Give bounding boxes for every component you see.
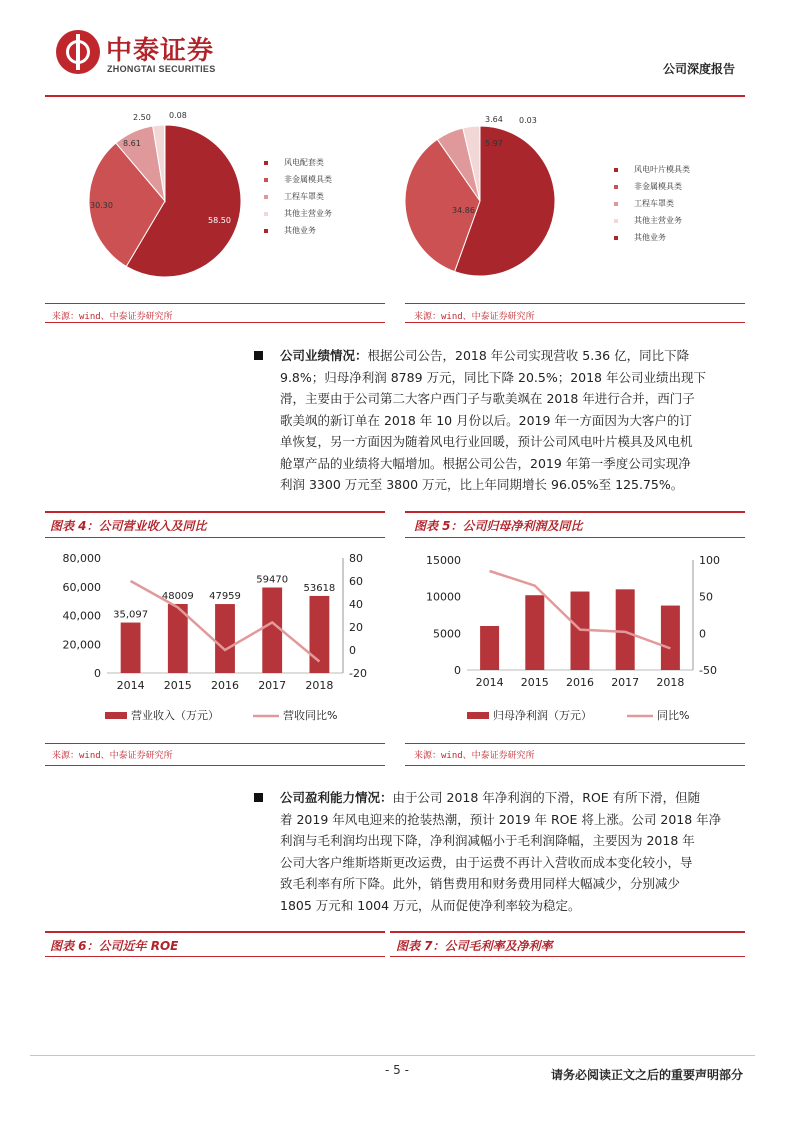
fig6-top-rule: [45, 931, 385, 933]
x-axis-tick: 2016: [566, 676, 594, 689]
pie-slice-label: 30.30: [90, 201, 113, 210]
paragraph-profitability: [280, 787, 740, 916]
legend-label: 非金属模具类: [284, 175, 332, 184]
paragraph-line: 着 2019 年风电迎来的抢装热潮，预计 2019 年 ROE 将上涨。公司 2018 年净: [280, 811, 722, 827]
pie-right-source: 来源：wind、中泰证券研究所: [414, 312, 535, 322]
bullet-icon: [254, 793, 263, 802]
company-name-en: ZHONGTAI SECURITIES: [107, 64, 216, 74]
right-axis-tick: -20: [349, 667, 367, 680]
paragraph-line: 利润 3300 万元至 3800 万元，比上年同期增长 96.05%至 125.75%。: [280, 477, 684, 492]
legend-label: 工程车罩类: [634, 199, 674, 208]
pie-right-bottom-rule: [405, 322, 745, 323]
page-number: - 5 -: [385, 1063, 409, 1077]
pie-slice-label: 2.50: [133, 113, 151, 122]
report-type: 公司深度报告: [662, 62, 735, 76]
legend-item: [264, 208, 332, 219]
paragraph-line: 9.8%；归母净利润 8789 万元，同比下降 20.5%；2018 年公司业绩出现下: [280, 369, 706, 385]
paragraph-line: 歌美飒的新订单在 2018 年 10 月份以后。2019 年一方面因为大客户的订: [280, 412, 692, 428]
x-axis-tick: 2014: [475, 676, 504, 689]
pie-slice-label: 3.64: [485, 115, 503, 124]
right-axis-tick: 80: [349, 552, 363, 565]
right-axis-tick: 60: [349, 575, 363, 588]
legend-swatch: [614, 219, 618, 223]
x-axis-tick: 2018: [656, 676, 685, 689]
pie-left-bottom-rule: [45, 322, 385, 323]
left-axis-tick: 60,000: [62, 580, 101, 594]
legend-swatch: [614, 236, 618, 240]
bar-data-label: 35,097: [113, 609, 149, 621]
paragraph-line: 利润与毛利润均出现下降，净利润减幅小于毛利润降幅，主要因为 2018 年: [280, 833, 695, 848]
pie-slice-label: 8.61: [123, 139, 141, 148]
paragraph-performance: [280, 345, 740, 496]
right-axis-tick: 0: [349, 644, 356, 657]
pie-left-legend: [264, 157, 384, 247]
pie-right-divider: [405, 303, 745, 304]
legend-swatch: [264, 178, 268, 182]
left-axis-tick: 15000: [426, 554, 461, 567]
bar: [480, 626, 499, 670]
bar: [661, 606, 680, 670]
paragraph-lead: 公司盈利能力情况：: [280, 790, 393, 805]
legend-swatch: [264, 195, 268, 199]
bar-data-label: 59470: [256, 574, 289, 586]
legend-item: [264, 191, 324, 202]
legend-label-line: 营收同比%: [283, 709, 338, 722]
right-axis-tick: 50: [699, 590, 713, 604]
fig5-chart: [405, 540, 745, 735]
legend-label-bar: 归母净利润（万元）: [493, 709, 592, 722]
bullet-icon: [254, 351, 263, 360]
pie-right-legend: [614, 164, 744, 254]
pie-slice-label: 34.86: [452, 206, 475, 215]
fig7-top-rule: [390, 931, 745, 933]
paragraph-line: 舱罩产品的业绩将大幅增加。根据公司公告，2019 年第一季度公司实现净: [280, 455, 691, 471]
pie-slice-label: 0.08: [169, 111, 187, 120]
legend-swatch: [614, 168, 618, 172]
legend-swatch: [614, 185, 618, 189]
legend-label-bar: 营业收入（万元）: [131, 709, 219, 722]
footer-disclaimer: 请务必阅读正文之后的重要声明部分: [550, 1068, 743, 1082]
paragraph-lead: 公司业绩情况：: [280, 348, 368, 363]
legend-swatch-bar: [105, 712, 127, 719]
paragraph-line: 由于公司 2018 年净利润的下滑，ROE 有所下滑，但随: [392, 790, 701, 805]
x-axis-tick: 2017: [611, 676, 640, 689]
footer-divider: [30, 1055, 755, 1056]
legend-label-line: 同比%: [657, 709, 690, 722]
right-axis-tick: 100: [699, 554, 720, 567]
fig7-title-rule: [390, 956, 745, 957]
left-axis-tick: 5000: [433, 627, 461, 641]
fig4-top-rule: [45, 511, 385, 513]
left-axis-tick: 10000: [426, 590, 461, 604]
left-axis-tick: 40,000: [62, 609, 101, 623]
paragraph-line: 公司大客户维斯塔斯更改运费，由于运费不再计入营收而成本变化较小，导: [280, 854, 693, 870]
bar: [525, 595, 544, 670]
fig4-title: 图表 4：公司营业收入及同比: [50, 519, 207, 533]
legend-item: [264, 157, 324, 168]
x-axis-tick: 2016: [211, 679, 239, 692]
left-axis-tick: 20,000: [62, 638, 101, 652]
legend-item: [614, 164, 690, 175]
legend-item: [614, 198, 674, 209]
pie-slice-label: 5.97: [485, 139, 503, 148]
legend-item: [614, 181, 682, 192]
legend-swatch-bar: [467, 712, 489, 719]
legend-swatch: [614, 202, 618, 206]
paragraph-line: 根据公司公告，2018 年公司实现营收 5.36 亿，同比下降: [367, 348, 690, 363]
fig4-title-rule: [45, 537, 385, 538]
x-axis-tick: 2017: [258, 679, 287, 692]
fig5-bottom-rule: [405, 743, 745, 744]
fig5-top-rule: [405, 511, 745, 513]
right-axis-tick: 20: [349, 621, 363, 634]
x-axis-tick: 2014: [116, 679, 145, 692]
fig6-title-rule: [45, 956, 385, 957]
legend-label: 其他业务: [634, 233, 666, 242]
left-axis-tick: 0: [94, 667, 101, 680]
left-axis-tick: 80,000: [62, 552, 101, 565]
legend-swatch: [264, 212, 268, 216]
company-logo-icon: [56, 30, 100, 74]
header-divider: [45, 95, 745, 97]
paragraph-line: 致毛利率有所下降。此外，销售费用和财务费用同样大幅减少，分别减少: [280, 876, 681, 891]
legend-label: 非金属模具类: [634, 182, 682, 191]
legend-label: 其他主营业务: [284, 209, 332, 218]
pie-slice-label: 58.50: [208, 216, 231, 225]
legend-swatch: [264, 161, 268, 165]
fig5-source-rule: [405, 765, 745, 766]
fig5-title-rule: [405, 537, 745, 538]
legend-swatch: [264, 229, 268, 233]
fig5-source: 来源：wind、中泰证券研究所: [414, 751, 535, 761]
bar: [616, 589, 635, 670]
x-axis-tick: 2018: [305, 679, 334, 692]
bar-data-label: 53618: [303, 582, 336, 594]
paragraph-line: 单恢复，另一方面因为随着风电行业回暖，预计公司风电叶片模具及风电机: [280, 434, 693, 449]
x-axis-tick: 2015: [520, 676, 549, 689]
bar-data-label: 48009: [161, 590, 194, 602]
legend-label: 其他主营业务: [634, 216, 682, 225]
paragraph-line: 滑，主要由于公司第二大客户西门子与歌美飒在 2018 年进行合并，西门子: [280, 391, 695, 406]
legend-item: [614, 232, 666, 243]
bar: [215, 604, 235, 673]
fig6-title: 图表 6：公司近年 ROE: [50, 939, 179, 953]
pie-left-divider: [45, 303, 385, 304]
fig5-title: 图表 5：公司归母净利润及同比: [414, 519, 583, 533]
fig4-source: 来源：wind、中泰证券研究所: [52, 751, 173, 761]
x-axis-tick: 2015: [163, 679, 192, 692]
legend-label: 风电配套类: [284, 158, 324, 167]
legend-label: 风电叶片模具类: [634, 165, 690, 174]
right-axis-tick: 0: [699, 627, 706, 641]
fig4-bottom-rule: [45, 743, 385, 744]
legend-item: [264, 225, 316, 236]
bar-data-label: 47959: [209, 591, 241, 603]
pie-slice-label: 0.03: [519, 116, 537, 125]
pie-left-source: 来源：wind、中泰证券研究所: [52, 312, 173, 322]
fig4-chart: [45, 540, 385, 735]
bar: [262, 588, 282, 673]
paragraph-line: 1805 万元和 1004 万元，从而促使净利率较为稳定。: [280, 897, 581, 913]
right-axis-tick: 40: [349, 598, 363, 611]
legend-label: 其他业务: [284, 226, 316, 235]
bar: [121, 623, 141, 673]
fig7-title: 图表 7：公司毛利率及净利率: [396, 939, 553, 953]
right-axis-tick: -50: [699, 664, 717, 677]
fig4-source-rule: [45, 765, 385, 766]
pie-slice-label: 55.50: [567, 211, 590, 220]
legend-item: [614, 215, 682, 226]
left-axis-tick: 0: [454, 664, 461, 677]
company-name-cn: 中泰证券: [106, 36, 215, 66]
legend-item: [264, 174, 332, 185]
legend-label: 工程车罩类: [284, 192, 324, 201]
